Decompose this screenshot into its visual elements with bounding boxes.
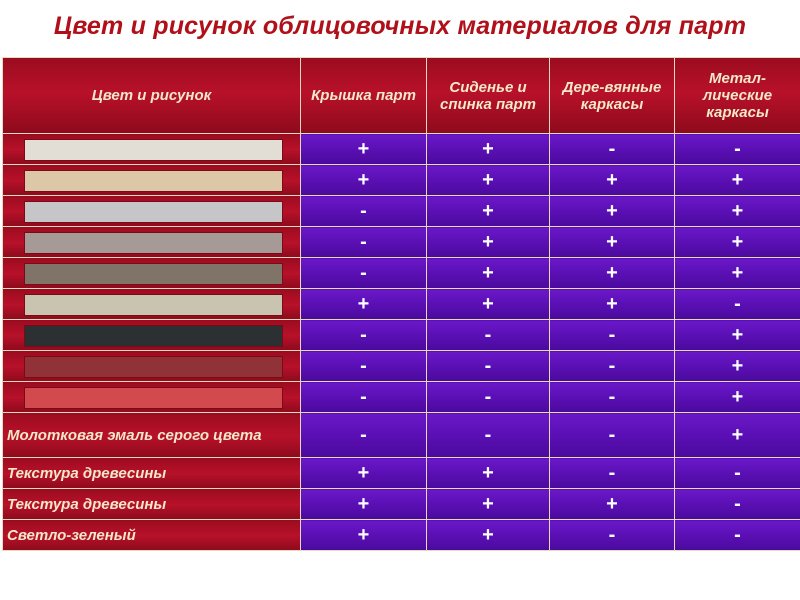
table-row <box>3 258 800 289</box>
materials-table <box>2 57 800 551</box>
value-cell: + <box>675 382 800 413</box>
value-cell: + <box>427 165 550 196</box>
value-cell: - <box>550 520 675 551</box>
value-cell: + <box>550 489 675 520</box>
value-cell: + <box>301 458 427 489</box>
value-cell: - <box>301 351 427 382</box>
row-label: Молотковая эмаль серого цвета <box>7 426 262 444</box>
value-cell: + <box>675 227 800 258</box>
value-cell: - <box>550 351 675 382</box>
value-cell: + <box>550 258 675 289</box>
value-cell: + <box>427 258 550 289</box>
value-cell: + <box>427 458 550 489</box>
value-cell: - <box>301 320 427 351</box>
page-title: Цвет и рисунок облицовочных материалов для парт <box>53 12 747 40</box>
value-cell: + <box>675 413 800 458</box>
header-wooden-frames: Дере-вянные каркасы <box>550 58 675 134</box>
value-cell: - <box>301 258 427 289</box>
value-cell: + <box>427 489 550 520</box>
header-seat-back: Сиденье и спинка парт <box>427 58 550 134</box>
color-swatch <box>24 356 283 378</box>
value-cell: - <box>675 134 800 165</box>
value-cell: - <box>427 413 550 458</box>
value-cell: + <box>301 489 427 520</box>
table-row <box>3 413 800 458</box>
value-cell: - <box>301 382 427 413</box>
value-cell: - <box>427 351 550 382</box>
color-swatch <box>24 263 283 285</box>
row-label-cell <box>3 289 301 320</box>
value-cell: + <box>301 134 427 165</box>
value-cell: - <box>675 520 800 551</box>
table-row <box>3 196 800 227</box>
value-cell: - <box>550 320 675 351</box>
table-row <box>3 382 800 413</box>
color-swatch <box>24 294 283 316</box>
value-cell: + <box>550 289 675 320</box>
value-cell: + <box>550 196 675 227</box>
value-cell: - <box>427 320 550 351</box>
table-row <box>3 458 800 489</box>
value-cell: + <box>427 289 550 320</box>
row-label-cell <box>3 382 301 413</box>
header-metal-frames: Метал-лические каркасы <box>675 58 800 134</box>
table-row <box>3 134 800 165</box>
table-row <box>3 320 800 351</box>
table-row <box>3 489 800 520</box>
value-cell: + <box>675 165 800 196</box>
row-label-cell <box>3 196 301 227</box>
value-cell: + <box>427 196 550 227</box>
value-cell: - <box>675 458 800 489</box>
row-label-cell <box>3 413 301 458</box>
color-swatch <box>24 201 283 223</box>
value-cell: - <box>550 382 675 413</box>
value-cell: + <box>675 196 800 227</box>
value-cell: + <box>427 227 550 258</box>
value-cell: + <box>550 165 675 196</box>
value-cell: + <box>675 320 800 351</box>
row-label-cell <box>3 134 301 165</box>
row-label-cell <box>3 227 301 258</box>
table-row <box>3 227 800 258</box>
color-swatch <box>24 139 283 161</box>
row-label: Текстура древесины <box>7 464 167 482</box>
value-cell: - <box>550 458 675 489</box>
color-swatch <box>24 170 283 192</box>
value-cell: - <box>550 413 675 458</box>
header-color-pattern: Цвет и рисунок <box>3 58 301 134</box>
value-cell: - <box>675 489 800 520</box>
row-label-cell <box>3 489 301 520</box>
row-label-cell <box>3 258 301 289</box>
value-cell: + <box>301 289 427 320</box>
value-cell: + <box>550 227 675 258</box>
color-swatch <box>24 325 283 347</box>
value-cell: + <box>675 351 800 382</box>
value-cell: - <box>301 227 427 258</box>
row-label-cell <box>3 351 301 382</box>
row-label-cell <box>3 520 301 551</box>
color-swatch <box>24 232 283 254</box>
row-label-cell <box>3 320 301 351</box>
header-desk-top: Крышка парт <box>301 58 427 134</box>
table-row <box>3 165 800 196</box>
row-label: Текстура древесины <box>7 495 167 513</box>
row-label-cell <box>3 165 301 196</box>
header-row <box>3 58 800 134</box>
row-label: Светло-зеленый <box>7 526 136 544</box>
table-row <box>3 289 800 320</box>
table-row <box>3 520 800 551</box>
value-cell: - <box>550 134 675 165</box>
row-label-cell <box>3 458 301 489</box>
value-cell: + <box>675 258 800 289</box>
value-cell: - <box>301 196 427 227</box>
value-cell: - <box>675 289 800 320</box>
table-row <box>3 351 800 382</box>
value-cell: - <box>301 413 427 458</box>
value-cell: + <box>301 520 427 551</box>
value-cell: + <box>301 165 427 196</box>
value-cell: + <box>427 520 550 551</box>
color-swatch <box>24 387 283 409</box>
value-cell: - <box>427 382 550 413</box>
value-cell: + <box>427 134 550 165</box>
